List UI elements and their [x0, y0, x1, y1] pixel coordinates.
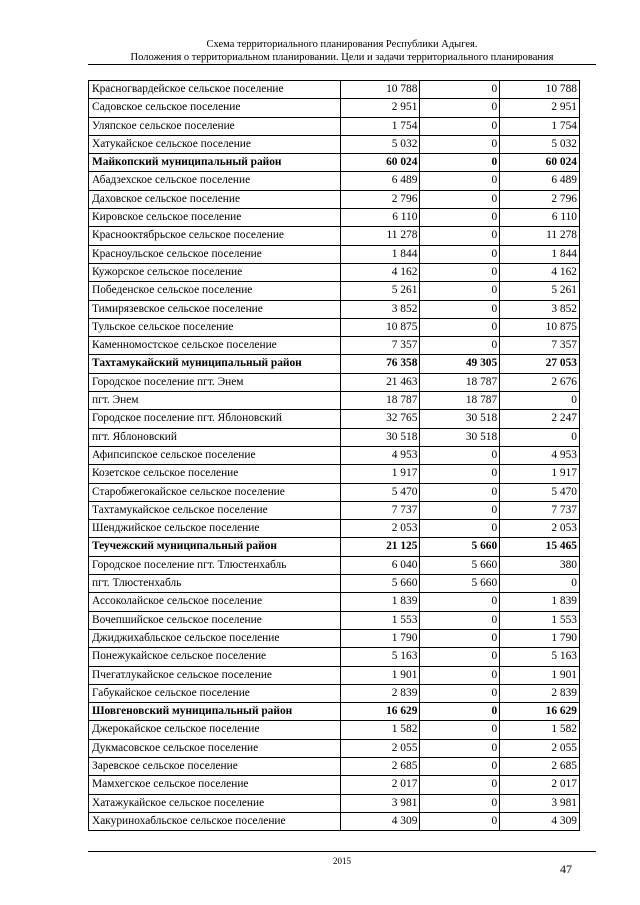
settlement-name-cell: Кировское сельское поселение — [89, 209, 341, 227]
settlement-name-cell: Хатажукайское сельское поселение — [89, 794, 341, 812]
table-row — [89, 483, 580, 501]
settlement-name-cell: Уляпское сельское поселение — [89, 117, 341, 135]
value-cell-3: 5 032 — [500, 135, 580, 153]
value-cell-1: 7 737 — [340, 501, 420, 519]
value-cell-1: 21 463 — [340, 373, 420, 391]
table-row — [89, 812, 580, 830]
value-cell-3: 6 110 — [500, 209, 580, 227]
settlement-name-cell: пгт. Яблоновский — [89, 428, 341, 446]
settlement-name-cell: Городское поселение пгт. Яблоновский — [89, 410, 341, 428]
settlement-name-cell: Тахтамукайский муниципальный район — [89, 355, 341, 373]
value-cell-2: 0 — [420, 465, 500, 483]
value-cell-3: 5 470 — [500, 483, 580, 501]
settlement-name-cell: Ассоколайское сельское поселение — [89, 593, 341, 611]
value-cell-2: 0 — [420, 666, 500, 684]
table-row — [89, 776, 580, 794]
value-cell-2: 0 — [420, 154, 500, 172]
value-cell-2: 30 518 — [420, 428, 500, 446]
value-cell-3: 5 261 — [500, 282, 580, 300]
value-cell-3: 2 053 — [500, 520, 580, 538]
value-cell-1: 2 017 — [340, 776, 420, 794]
value-cell-1: 3 981 — [340, 794, 420, 812]
value-cell-2: 0 — [420, 703, 500, 721]
value-cell-1: 60 024 — [340, 154, 420, 172]
value-cell-1: 30 518 — [340, 428, 420, 446]
table-row — [89, 99, 580, 117]
value-cell-2: 0 — [420, 117, 500, 135]
table-row — [89, 757, 580, 775]
value-cell-3: 5 163 — [500, 648, 580, 666]
settlement-name-cell: Афипсипское сельское поселение — [89, 446, 341, 464]
table-row — [89, 81, 580, 99]
district-total-row — [89, 703, 580, 721]
value-cell-3: 10 788 — [500, 81, 580, 99]
table-row — [89, 263, 580, 281]
table-row — [89, 337, 580, 355]
value-cell-1: 7 357 — [340, 337, 420, 355]
value-cell-2: 0 — [420, 81, 500, 99]
table-row — [89, 501, 580, 519]
table-row — [89, 282, 580, 300]
settlement-name-cell: Майкопский муниципальный район — [89, 154, 341, 172]
value-cell-3: 1 790 — [500, 629, 580, 647]
settlement-name-cell: Тахтамукайское сельское поселение — [89, 501, 341, 519]
settlement-name-cell: Дукмасовское сельское поселение — [89, 739, 341, 757]
value-cell-3: 2 247 — [500, 410, 580, 428]
header-divider — [88, 64, 596, 65]
value-cell-3: 1 553 — [500, 611, 580, 629]
value-cell-2: 0 — [420, 684, 500, 702]
table-row — [89, 629, 580, 647]
value-cell-1: 2 951 — [340, 99, 420, 117]
settlement-name-cell: Заревское сельское поселение — [89, 757, 341, 775]
value-cell-2: 18 787 — [420, 373, 500, 391]
value-cell-2: 0 — [420, 318, 500, 336]
settlement-name-cell: Мамхегское сельское поселение — [89, 776, 341, 794]
district-total-row — [89, 538, 580, 556]
table-row — [89, 739, 580, 757]
value-cell-1: 2 839 — [340, 684, 420, 702]
table-row — [89, 428, 580, 446]
value-cell-1: 32 765 — [340, 410, 420, 428]
settlement-name-cell: Джерокайское сельское поселение — [89, 721, 341, 739]
value-cell-3: 2 685 — [500, 757, 580, 775]
value-cell-1: 2 796 — [340, 190, 420, 208]
value-cell-1: 5 261 — [340, 282, 420, 300]
value-cell-3: 2 676 — [500, 373, 580, 391]
value-cell-1: 1 790 — [340, 629, 420, 647]
table-row — [89, 245, 580, 263]
value-cell-2: 5 660 — [420, 556, 500, 574]
table-row — [89, 575, 580, 593]
settlement-name-cell: пгт. Тлюстенхабль — [89, 575, 341, 593]
value-cell-1: 16 629 — [340, 703, 420, 721]
settlement-name-cell: Каменномостское сельское поселение — [89, 337, 341, 355]
value-cell-2: 0 — [420, 190, 500, 208]
value-cell-3: 1 582 — [500, 721, 580, 739]
table-row — [89, 209, 580, 227]
value-cell-3: 4 162 — [500, 263, 580, 281]
value-cell-2: 49 305 — [420, 355, 500, 373]
value-cell-2: 0 — [420, 757, 500, 775]
value-cell-3: 0 — [500, 392, 580, 410]
settlement-name-cell: Городское поселение пгт. Энем — [89, 373, 341, 391]
value-cell-3: 2 839 — [500, 684, 580, 702]
value-cell-2: 0 — [420, 282, 500, 300]
settlement-name-cell: Габукайское сельское поселение — [89, 684, 341, 702]
settlement-name-cell: Шенджийское сельское поселение — [89, 520, 341, 538]
value-cell-1: 4 309 — [340, 812, 420, 830]
value-cell-3: 380 — [500, 556, 580, 574]
value-cell-3: 2 796 — [500, 190, 580, 208]
value-cell-2: 0 — [420, 446, 500, 464]
value-cell-1: 2 055 — [340, 739, 420, 757]
value-cell-1: 5 163 — [340, 648, 420, 666]
value-cell-1: 11 278 — [340, 227, 420, 245]
settlement-name-cell: Вочепшийское сельское поселение — [89, 611, 341, 629]
value-cell-1: 1 839 — [340, 593, 420, 611]
value-cell-3: 0 — [500, 428, 580, 446]
value-cell-1: 2 053 — [340, 520, 420, 538]
header-subtitle: Положения о территориальном планировании. Цели и задачи территориального планирования — [130, 52, 554, 63]
settlement-name-cell: Даховское сельское поселение — [89, 190, 341, 208]
value-cell-3: 7 737 — [500, 501, 580, 519]
footer-year: 2015 — [333, 856, 351, 866]
table-row — [89, 465, 580, 483]
settlement-name-cell: Старобжегокайское сельское поселение — [89, 483, 341, 501]
value-cell-1: 4 953 — [340, 446, 420, 464]
header-title: Схема территориального планирования Республики Адыгея. — [206, 39, 478, 50]
table-row — [89, 794, 580, 812]
table-row — [89, 648, 580, 666]
value-cell-3: 1 844 — [500, 245, 580, 263]
table-row — [89, 666, 580, 684]
value-cell-3: 11 278 — [500, 227, 580, 245]
value-cell-2: 0 — [420, 501, 500, 519]
value-cell-3: 7 357 — [500, 337, 580, 355]
settlement-name-cell: Победенское сельское поселение — [89, 282, 341, 300]
table-row — [89, 520, 580, 538]
settlement-name-cell: пгт. Энем — [89, 392, 341, 410]
value-cell-2: 0 — [420, 776, 500, 794]
value-cell-1: 5 032 — [340, 135, 420, 153]
value-cell-2: 0 — [420, 209, 500, 227]
value-cell-2: 0 — [420, 611, 500, 629]
table-row — [89, 190, 580, 208]
table-row — [89, 300, 580, 318]
table-row — [89, 117, 580, 135]
value-cell-2: 30 518 — [420, 410, 500, 428]
value-cell-2: 0 — [420, 172, 500, 190]
value-cell-2: 0 — [420, 593, 500, 611]
value-cell-1: 18 787 — [340, 392, 420, 410]
value-cell-1: 1 582 — [340, 721, 420, 739]
value-cell-2: 18 787 — [420, 392, 500, 410]
settlement-name-cell: Садовское сельское поселение — [89, 99, 341, 117]
value-cell-1: 1 844 — [340, 245, 420, 263]
value-cell-1: 6 110 — [340, 209, 420, 227]
value-cell-2: 0 — [420, 648, 500, 666]
value-cell-1: 5 470 — [340, 483, 420, 501]
value-cell-1: 10 788 — [340, 81, 420, 99]
value-cell-2: 5 660 — [420, 575, 500, 593]
value-cell-2: 0 — [420, 483, 500, 501]
settlement-name-cell: Кужорское сельское поселение — [89, 263, 341, 281]
value-cell-3: 2 017 — [500, 776, 580, 794]
value-cell-3: 2 055 — [500, 739, 580, 757]
value-cell-3: 6 489 — [500, 172, 580, 190]
table-row — [89, 135, 580, 153]
value-cell-3: 1 839 — [500, 593, 580, 611]
footer-divider — [88, 851, 596, 852]
value-cell-2: 0 — [420, 227, 500, 245]
value-cell-1: 1 553 — [340, 611, 420, 629]
value-cell-2: 0 — [420, 99, 500, 117]
table-row — [89, 373, 580, 391]
value-cell-3: 4 953 — [500, 446, 580, 464]
table-row — [89, 446, 580, 464]
table-row — [89, 593, 580, 611]
value-cell-2: 5 660 — [420, 538, 500, 556]
settlement-name-cell: Красноульское сельское поселение — [89, 245, 341, 263]
table-row — [89, 410, 580, 428]
value-cell-1: 2 685 — [340, 757, 420, 775]
value-cell-3: 3 852 — [500, 300, 580, 318]
settlement-name-cell: Теучежский муниципальный район — [89, 538, 341, 556]
value-cell-1: 1 917 — [340, 465, 420, 483]
value-cell-2: 0 — [420, 135, 500, 153]
settlement-name-cell: Красногвардейское сельское поселение — [89, 81, 341, 99]
value-cell-2: 0 — [420, 629, 500, 647]
table-row — [89, 227, 580, 245]
value-cell-2: 0 — [420, 721, 500, 739]
value-cell-1: 3 852 — [340, 300, 420, 318]
settlement-name-cell: Хатукайское сельское поселение — [89, 135, 341, 153]
value-cell-1: 76 358 — [340, 355, 420, 373]
value-cell-3: 0 — [500, 575, 580, 593]
table-row — [89, 392, 580, 410]
value-cell-1: 4 162 — [340, 263, 420, 281]
settlement-name-cell: Абадзехское сельское поселение — [89, 172, 341, 190]
district-total-row — [89, 355, 580, 373]
table-row — [89, 172, 580, 190]
value-cell-2: 0 — [420, 812, 500, 830]
value-cell-1: 5 660 — [340, 575, 420, 593]
value-cell-3: 1 917 — [500, 465, 580, 483]
table-row — [89, 556, 580, 574]
settlement-name-cell: Хакуринохабльское сельское поселение — [89, 812, 341, 830]
value-cell-3: 2 951 — [500, 99, 580, 117]
value-cell-2: 0 — [420, 245, 500, 263]
value-cell-2: 0 — [420, 794, 500, 812]
table-row — [89, 318, 580, 336]
value-cell-1: 21 125 — [340, 538, 420, 556]
value-cell-2: 0 — [420, 263, 500, 281]
value-cell-3: 15 465 — [500, 538, 580, 556]
value-cell-3: 16 629 — [500, 703, 580, 721]
settlement-name-cell: Понежукайское сельское поселение — [89, 648, 341, 666]
settlement-name-cell: Джиджихабльское сельское поселение — [89, 629, 341, 647]
settlement-name-cell: Тульское сельское поселение — [89, 318, 341, 336]
settlement-name-cell: Тимирязевское сельское поселение — [89, 300, 341, 318]
page-number: 47 — [560, 862, 572, 876]
value-cell-2: 0 — [420, 337, 500, 355]
value-cell-1: 1 754 — [340, 117, 420, 135]
value-cell-1: 1 901 — [340, 666, 420, 684]
settlement-name-cell: Краснооктябрьское сельское поселение — [89, 227, 341, 245]
page-header — [88, 38, 596, 64]
settlement-name-cell: Козетское сельское поселение — [89, 465, 341, 483]
value-cell-2: 0 — [420, 520, 500, 538]
settlement-name-cell: Городское поселение пгт. Тлюстенхабль — [89, 556, 341, 574]
settlement-name-cell: Пчегатлукайское сельское поселение — [89, 666, 341, 684]
table-row — [89, 611, 580, 629]
value-cell-3: 1 754 — [500, 117, 580, 135]
value-cell-3: 27 053 — [500, 355, 580, 373]
value-cell-3: 60 024 — [500, 154, 580, 172]
settlement-table — [88, 80, 580, 831]
value-cell-1: 10 875 — [340, 318, 420, 336]
value-cell-3: 1 901 — [500, 666, 580, 684]
value-cell-2: 0 — [420, 300, 500, 318]
district-total-row — [89, 154, 580, 172]
table-body — [89, 81, 580, 831]
settlement-name-cell: Шовгеновский муниципальный район — [89, 703, 341, 721]
table-row — [89, 684, 580, 702]
table-row — [89, 721, 580, 739]
value-cell-3: 4 309 — [500, 812, 580, 830]
value-cell-1: 6 040 — [340, 556, 420, 574]
value-cell-3: 10 875 — [500, 318, 580, 336]
value-cell-2: 0 — [420, 739, 500, 757]
value-cell-3: 3 981 — [500, 794, 580, 812]
value-cell-1: 6 489 — [340, 172, 420, 190]
